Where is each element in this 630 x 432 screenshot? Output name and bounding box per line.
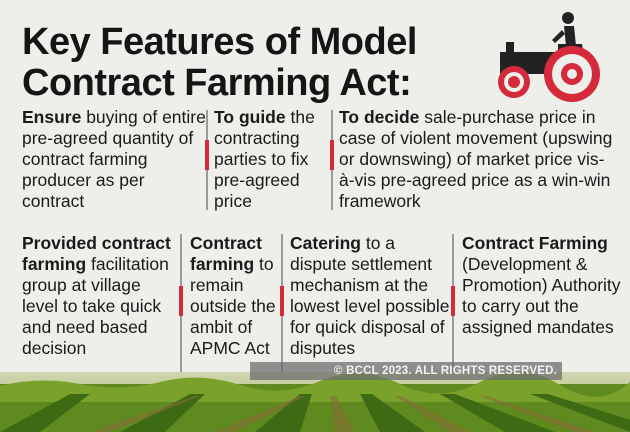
- copyright-notice: © BCCL 2023. ALL RIGHTS RESERVED.: [250, 362, 562, 380]
- page-title: [22, 22, 482, 104]
- feature-card: [462, 233, 624, 338]
- feature-text: buying of entire pre-agreed quantity of contract farming producer as per contract: [22, 107, 206, 211]
- feature-card: [22, 107, 206, 212]
- feature-text: the contracting parties to fix pre-agreed price: [214, 107, 315, 211]
- divider: [281, 234, 283, 372]
- feature-text: facilitation group at village level to take quick and need based decision: [22, 254, 169, 358]
- feature-text: (Development & Promotion) Authority to carry out the assigned mandates: [462, 254, 621, 337]
- feature-text: to a dispute settlement mechanism at the lowest level possible for quick disposal of disputes: [290, 233, 450, 358]
- tractor-icon: [486, 6, 604, 106]
- feature-bold: Provided contract farming: [22, 233, 171, 274]
- feature-bold: To decide: [339, 107, 420, 127]
- title-line-2: Contract Farming Act:: [22, 62, 412, 104]
- divider: [206, 110, 208, 210]
- divider: [331, 110, 333, 210]
- feature-bold: To guide: [214, 107, 286, 127]
- feature-text: to remain outside the ambit of APMC Act: [190, 254, 276, 358]
- feature-bold: Catering: [290, 233, 361, 253]
- divider: [180, 234, 182, 372]
- feature-card: [290, 233, 450, 359]
- feature-card: [214, 107, 330, 212]
- feature-bold: Contract Farming: [462, 233, 608, 253]
- title-line-1: Key Features of Model: [22, 21, 417, 63]
- feature-card: [22, 233, 180, 359]
- feature-bold: Ensure: [22, 107, 82, 127]
- crop-field-image: [0, 372, 630, 432]
- divider: [452, 234, 454, 372]
- feature-bold: Contract farming: [190, 233, 262, 274]
- feature-card: [190, 233, 278, 359]
- feature-text: sale-purchase price in case of violent movement (upswing or downswing) of market price vis-à-vis pre-agreed price as a win-win framework: [339, 107, 613, 211]
- feature-card: [339, 107, 615, 212]
